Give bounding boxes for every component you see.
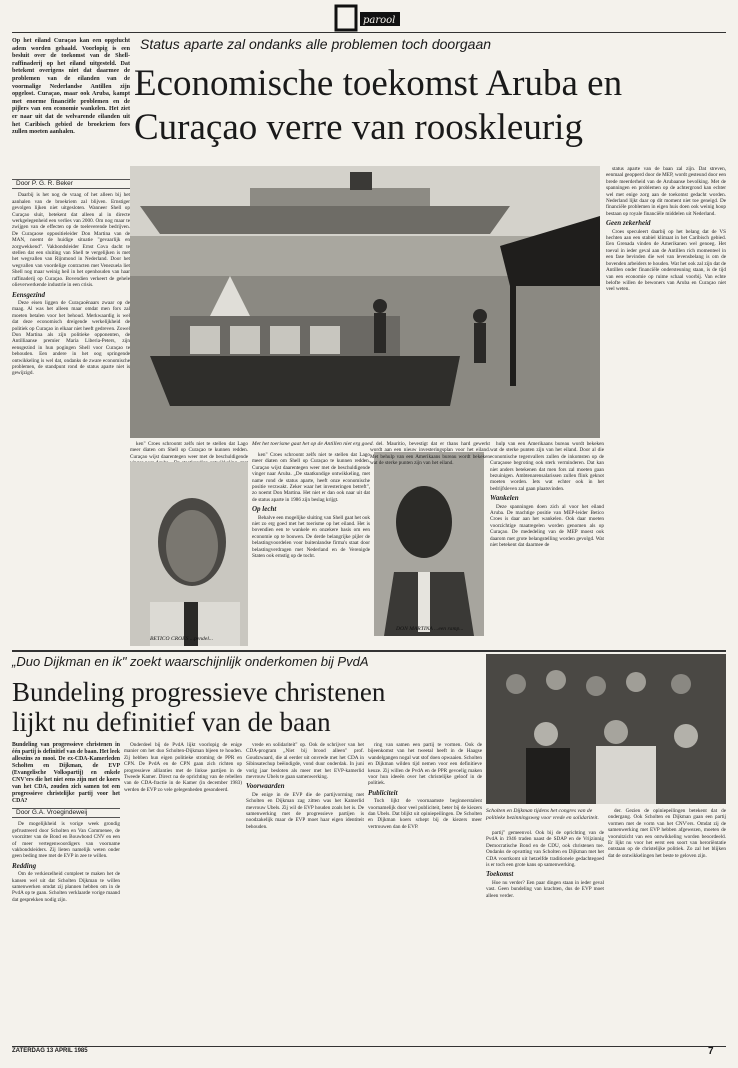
- article2-subhead-toekomst: Toekomst: [486, 870, 514, 879]
- article2-col5-text2: Hoe nu verder? Een paar dingen staan in ieder geval vast. Geen bundeling van krachten, dus de EVP moet alleen verder.: [486, 879, 604, 899]
- article2-column-3: [246, 742, 364, 1042]
- article1-subhead-op-lecht: Op lecht: [252, 505, 277, 514]
- masthead-logo: [330, 4, 410, 32]
- masthead-rule: [12, 32, 726, 33]
- article2-byline: Door G.A. Vroegindeweij: [12, 808, 120, 818]
- article2-col1-text: De mogelijkheid is vorige week grondig gefrustreerd door Scholten en Van Commenee, de voorzitter van de Bond en Bouwbond CNV en een of meer vertegenwoordigers van voorname vakbondsleiders. Zij lieten namelijk weten onder geen beding mee met de EVP in zee te willen.: [12, 821, 120, 860]
- article2-headline-line2: lijkt nu definitief van de baan: [12, 707, 331, 737]
- masthead-logo-graphic: [330, 4, 410, 32]
- article2-column-5: [486, 830, 604, 1042]
- section-divider: [12, 650, 726, 652]
- article1-column-3: [252, 452, 370, 646]
- article1-subhead-eensgezind: Eensgezind: [12, 290, 46, 299]
- portrait-2-caption: DON MARTINA ...een ramp...: [396, 626, 464, 632]
- article1-column-4: [370, 441, 490, 467]
- article2-column-1: [12, 742, 120, 1042]
- article1-column-5: [490, 441, 604, 646]
- article2-col4-text: ring van samen een partij te vormen. Ook de bijeenkomst van het tweetal heeft in de Haagse wandelgangen nogal wat stof doen opwaaien. Scholten en Dijkman wilden tijd nemen voor een definitieve keuze. Zij willen de PvdA en de PPR gevoelig maken voor hun ideeën over het christelijke geloof in de politiek.: [368, 742, 482, 787]
- article1-byline: Door P. G. R. Beker: [12, 179, 130, 189]
- article1-column-6: [606, 166, 726, 646]
- article2-col4-text2: Toch lijkt de voornaamste beginnerstalent voornamelijk door veel publiciteit, beter bij de kiezers dan Ubels. Dat blijkt uit opiniepeilingen. De Scholten en Dijkman koers schept bij de kiezers meer vertrouwen dan de EVP.: [368, 798, 482, 830]
- article1-col4-text2: Deze spanningen doen zich al voor het eiland Aruba. De machtige positie van MEP-leider Betico Croes is daar aan het wankelen. Ook daar moeten voorzichtige maatregelen worden genomen als op Curaçao. De mededeling van de MEP moest ook daarom met grote belangstelling worden gevolgd. Wat niet betekent dat daarmee de: [490, 503, 604, 549]
- article1-kicker: Status aparte zal ondanks alle problemen toch doorgaan: [140, 36, 492, 52]
- article1-column-1: [12, 176, 130, 636]
- article1-headline-line1: Economische toekomst Aruba en: [134, 63, 623, 104]
- article2-column-6: [608, 808, 726, 1042]
- article1-photo-caption: Met het toerisme gaat het op de Antillen niet erg goed.: [252, 441, 374, 447]
- article2-kicker: „Duo Dijkman en ik" zoekt waarschijnlijk onderkomen bij PvdA: [12, 654, 369, 669]
- page-number: 7: [708, 1046, 714, 1057]
- article1-subhead-wankelen: Wankelen: [490, 494, 519, 503]
- article1-intro: Op het eiland Curaçao kan een opgelucht adem worden gehaald. Voorlopig is een besluit over de toekomst van de Shell-raffinaderij op het eiland uitgesteld. Dat betekent overigens niet dat daarmee de problemen van de eilanden van de voormalige Nederlandse Antillen zijn opgelost. Curaçao, maar ook Aruba, kampt met enorme financiële problemen en de pijlers van een economie wankelen. Het ziet er naar uit dat de welvarende eilanden uit het Caribisch gebied de broekriem fors zullen moeten aanhalen.: [12, 38, 130, 136]
- footer-rule: [12, 1046, 726, 1047]
- article2-col2-text: Onderdeel bij de PvdA lijkt voorlopig de enige manier om het duo Scholten-Dijkman bijeen te houden. Zij hebben hun eigen politieke stroming de PPR en CPN. De PvdA en de CPN gaan zich richten op progressieve allianties met de linkse partijen in de Tweede Kamer. Direct na de oprichting van de rebellen van de CDA-fractie in de Kamer (in december 1983) werden de EVP zo vele gelegenheden gesondeerd.: [124, 742, 242, 793]
- article1-col2-text: ken" Croes schroomt zelfs niet te stellen dat Lago meer diaten om Shell op Curaçao te kunnen redden. Curaçao wijst daarentegen weer met de beschuldigende vinger naar Aruba. „De staatkundige ontwikkeling, met name rond de status aparte, heeft onze economische positie verzwakt. Zeker waar het investeringen betreft", zo noemt Don Martina. Het niet er dan ook naar uit dat de status aparte in 1986 zijn beslag krijgt.: [252, 452, 370, 503]
- article1-col3-text: del. Mauritio, bevestigt dat er thans hard gewerkt wordt aan een nieuw investeringsplan voor het eiland. Met behulp van een Amerikaans bureau wordt bekeken wat de sterke punten zijn van het eiland.: [370, 441, 490, 467]
- article2-headline-line1: Bundeling progressieve christenen: [12, 677, 386, 707]
- article2-photo-congress: [486, 654, 726, 804]
- ships-illustration: [130, 166, 600, 438]
- article2-subhead-voorwaarden: Voorwaarden: [246, 782, 285, 791]
- footer-date: ZATERDAG 13 APRIL 1985: [12, 1048, 88, 1054]
- article1-col2-text2: Behalve een mogelijke sluiting van Shell gaat het ook niet zo erg goed met het toerisme op het eiland. Het is bovendien een te wankele en onzekere basis om een economie op te bouwen. De derde belangrijke pijler de belastingvoordelen voor buitenlandse firma's staat door belastingverdragen met Nederland en de Verenigde Staten ook ernstig op de tocht.: [252, 514, 370, 560]
- article2-col1-text2: Om de verkiezelheid compleet te maken het de kansen wel uit dat Scholten Dijkman te willen samenwerken omdat zij plannen hebben om in de PvdA op te gaan. Scholten verklaarde vorige maand dat gesprekken nodig zijn.: [12, 871, 120, 903]
- article2-photo-caption: Scholten en Dijkman tijdens het congres van de politieke bezinningsweg voor vrede en solidariteit.: [486, 808, 599, 821]
- article2-column-4: [368, 742, 482, 1042]
- article2-col5-text: partij" gemeenvol. Ook bij de oprichting van de PvdA in 1946 traden naast de SDAP en de Vrijzinnig Democratische Bond en de CDU, ook christenen toe. Ondanks de opvatting van Scholten en Dijkman met het CDA voortkomt uit hetzelfde traditionele gedachtegoed is er toch een grote kans op samenwerking.: [486, 830, 604, 869]
- portrait-1-caption: BETICO CROES ...pendel...: [150, 636, 214, 642]
- article2-col3-text: vrede en solidariteit" op. Ook de schrijver van het CDA-program „Niet bij brood alleen" prof. Goudzwaard, die al eerder uit onvrede met het CDA in Sibinsatechup beëindigde, vond duur onderdak. In juni vorig jaar besloten als meer met het EVP-kamerlid mevrouw Ubels te gaan samenwerking.: [246, 742, 364, 781]
- article1-headline-line2: Curaçao verre van rooskleurig: [134, 107, 583, 148]
- article1-col5-text2: Croes speculeert daarbij op het belang dat de VS hechten aan een stabiel klimaat in het Caribisch gebied. Een Grenada vinden de Amerikanen wel genoeg. Het toeval in ieder geval aan de Antillen rich momenteel in een fase bevinden die wel van levensbelang is om de bovenden arbeiders te houden. Wat het ook zal zijn dat de Antillen onder financiële ondersteuning staan, is de tijd van een economie op ruime schaal voorbij. Van echte belofte willen de bewoners van Aruba en Curaçao niet veel weten.: [606, 228, 726, 293]
- portrait-don-martina: [374, 452, 484, 636]
- article1-col2-text-start: ken" Croes schroomt zelfs niet te stellen dat Lago meer diaten om Shell op Curaçao te kunnen redden. Curaçao wijst daarentegen weer met de beschuldigende: [130, 441, 248, 460]
- portrait-2-graphic: [374, 452, 484, 636]
- article1-col4-text: hulp van een Amerikaans bureau wordt bekeken wat de sterke punten zijn van het eiland. Door al die economische tegenvallers zullen de inkomsten op de Curaçaose begroting ook sterk verminderen. Dat kan niet anders betekenen dat men fors zal moeten gaan bezuinigen. Ambtenarensalarissen zullen flink geknot moeten worden. Iets wat echter ook in het bedrijfsleven zal gaan plaatsvinden.: [490, 441, 604, 492]
- article1-column-2: [130, 441, 248, 461]
- article1-subhead-geen-zekerheid: Geen zekerheid: [606, 219, 651, 228]
- article2-column-2: [124, 742, 242, 1042]
- article2-intro: Bundeling van progressieve christenen in één partij is definitief van de baan. Het leek alleszins zo mooi. De ex-CDA-Kamerleden Scholten en Dijkman, de EVP (Evangelische Volkspartij) en enkele CNV'ers die het niet eens zijn met de koers van het CDA, zouden zich samen tot een progressieve christelijke partij voor het CDA?: [12, 742, 120, 804]
- portrait-1-graphic: [130, 462, 248, 646]
- article2-subhead-redding: Redding: [12, 861, 37, 870]
- article2-col6-text: der. Gezien de opiniepeilingen betekent dat de ondergang. Ook Scholten en Dijkman gaan een partij vormen met de vorm van het CNV'ers. Omdat zij de samenwerking met EVP hebben afgewezen, moeten de vooruitzicht van een ontwikkeling worden beoordeeld. Er lijkt nu voor het eerst een soort van heroriëntatie ontstaan op de christelijke politiek. Zo zal het blijken dat de ontwikkelingen het beste te geloven zijn.: [608, 808, 726, 859]
- article1-col1-text2: Deze eisen liggen de Curaçaoënaars zwaar op de maag. Al was het alleen maar omdat men fors zal moeten betalen voor het behoud. Merkwaardig is wel dat deze economisch dreigende werkelijkheid de politiek op Curaçao in elkaar niet heeft gedreven. Zowel Don Martina als zijn politieke opponenten, de Antilliaanse premier Maria Liberia-Peters, zijn eensgezind in hun pogingen Shell voor Curaçao te behouden. Een andere in het oog springende ontwikkeling is wel dat, ondanks de zware economische problemen, de standpunt rond de status aparte niet is gewijzigd.: [12, 299, 130, 377]
- article1-col5-text: status aparte van de baan zal zijn. Dat streven, eenmaal geopperd door de MEP, wordt gesteund door een brede meerderheid van de Arubaanse bevolking. Met de spanningen en problemen op de achtergrond kan echter wel met enige zorg aan de toekomst gedacht worden. Nederland lijkt daar op dit moment niet toe geneigd. De financiële problemen in eigen huis doen ook weinig hoop bestaan op royale financiële middelen uit Nederland.: [606, 166, 726, 217]
- article1-col1-text: Daarbij is het nog de vraag of het alleen bij het aanhalen van de broekriem zal blijven. Ernstiger gevolgen lijken niet uitgesloten. Wanneer Shell op Curaçao sluit, betekent dat alleen al in directe werkgelegenheid een verlies van 2000. Om nog maar te zwijgen van de effecten op de toeleverende bedrijven. De Curaçaose oppositieleider Don Martina van de MAN, noemt de huidige situatie "gevaarlijk en zorgwekkend". Vakbondsleider Ernst Cova dacht te stellen dat een sluiting van Shell te vergelijken is met het wegvallen van Rijnmond in Nederland. Door het wegvallen van voordelige contracten met Venezuela liet Shell nog maar weinig heil in het openhouden van haar raffinaderij op Curaçao. Bovendien verkeert de gehele olieverwerkende industrie in een crisis.: [12, 192, 130, 289]
- congress-illustration: [486, 654, 726, 804]
- article2-col3-text2: De enige in de EVP die de partijvorming met Scholten en Dijkman zag zitten was het Kamerlid mevrouw Ubels. Zij wil de EVP houden zoals het is. De samenwerking met de progressieve partijen is noodzakelijk maar de EVP moet haar eigen identiteit behouden.: [246, 791, 364, 830]
- article1-photo-ships: [130, 166, 600, 438]
- portrait-betico-croes: [130, 462, 248, 646]
- svg-text:parool: parool: [363, 15, 396, 26]
- article2-subhead-publiciteit: Publiciteit: [368, 788, 398, 797]
